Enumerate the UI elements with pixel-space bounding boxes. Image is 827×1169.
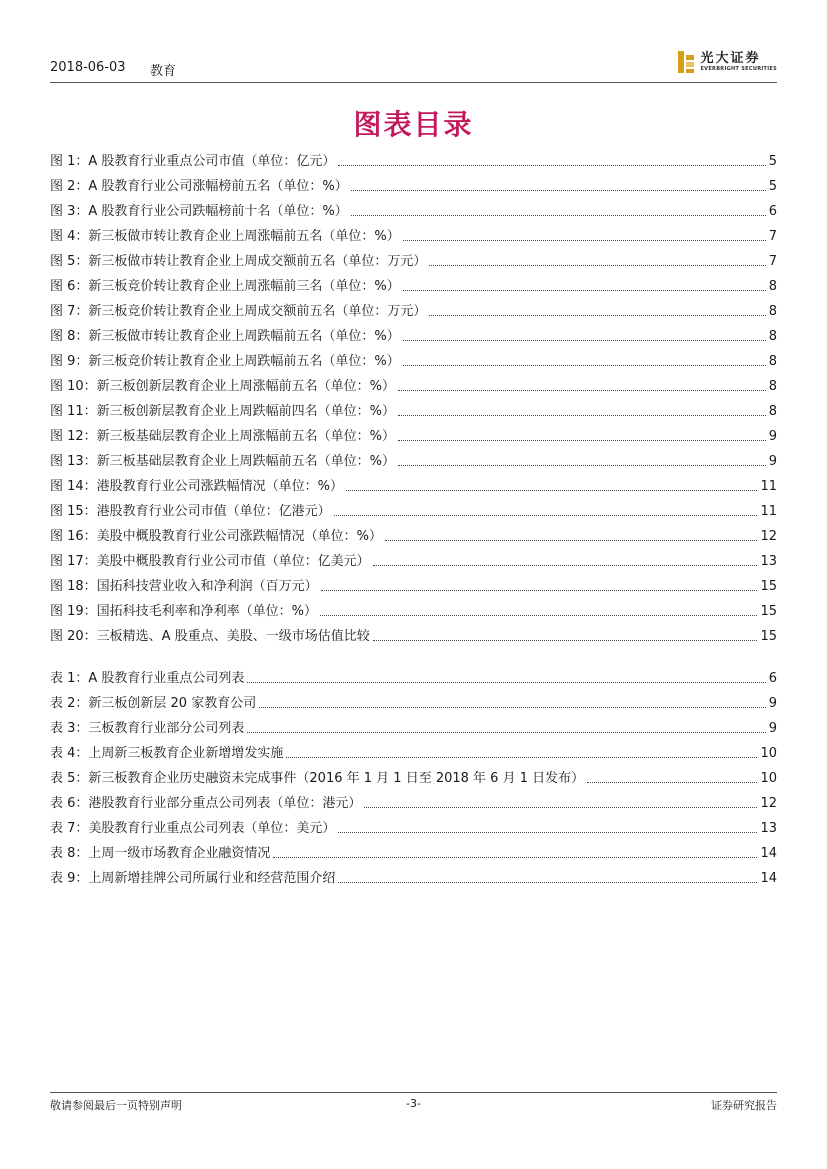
toc-figure-entry-label: 图 14：港股教育行业公司涨跌幅情况（单位：%） xyxy=(50,479,344,494)
toc-figure-entry-label: 图 5：新三板做市转让教育企业上周成交额前五名（单位：万元） xyxy=(50,254,427,269)
dot-leader xyxy=(398,390,766,391)
toc-table-entry[interactable] xyxy=(50,738,777,763)
toc-figure-entry-label: 图 3：A 股教育行业公司跌幅榜前十名（单位：%） xyxy=(50,204,348,219)
toc-table-entry-page-number: 10 xyxy=(760,771,777,786)
toc-table-entry-page-number: 9 xyxy=(768,696,777,711)
toc-figure-entry[interactable] xyxy=(50,321,777,346)
footer-report-type: 证券研究报告 xyxy=(711,1099,777,1112)
dot-leader xyxy=(403,340,766,341)
toc-figure-entry-label: 图 7：新三板竞价转让教育企业上周成交额前五名（单位：万元） xyxy=(50,304,427,319)
toc-figure-entry-page-number: 7 xyxy=(768,229,777,244)
toc-table-entry[interactable] xyxy=(50,713,777,738)
footer-page-number: -3- xyxy=(406,1097,421,1110)
dot-leader xyxy=(429,265,765,266)
toc-table-entry-label: 表 4：上周新三板教育企业新增增发实施 xyxy=(50,746,284,761)
dot-leader xyxy=(429,315,765,316)
toc-figure-entry-page-number: 8 xyxy=(768,279,777,294)
toc-figure-entry-label: 图 12：新三板基础层教育企业上周涨幅前五名（单位：%） xyxy=(50,429,396,444)
tables-toc xyxy=(50,663,777,888)
toc-figure-entry-page-number: 7 xyxy=(768,254,777,269)
toc-table-entry[interactable] xyxy=(50,863,777,888)
dot-leader xyxy=(403,240,766,241)
page-header xyxy=(50,50,777,82)
toc-figure-entry-page-number: 12 xyxy=(760,529,777,544)
toc-figure-entry-label: 图 15：港股教育行业公司市值（单位：亿港元） xyxy=(50,504,331,519)
toc-figure-entry[interactable] xyxy=(50,221,777,246)
toc-figure-entry-label: 图 18：国拓科技营业收入和净利润（百万元） xyxy=(50,579,318,594)
company-logo xyxy=(677,50,777,74)
dot-leader xyxy=(398,415,766,416)
dot-leader xyxy=(403,365,766,366)
toc-figure-entry[interactable] xyxy=(50,346,777,371)
toc-figure-entry-label: 图 1：A 股教育行业重点公司市值（单位：亿元） xyxy=(50,154,336,169)
dot-leader xyxy=(346,490,757,491)
toc-figure-entry[interactable] xyxy=(50,546,777,571)
toc-table-entry-page-number: 14 xyxy=(760,846,777,861)
toc-table-entry-label: 表 8：上周一级市场教育企业融资情况 xyxy=(50,846,271,861)
toc-figure-entry-page-number: 15 xyxy=(760,604,777,619)
toc-table-entry[interactable] xyxy=(50,813,777,838)
footer-disclaimer: 敬请参阅最后一页特别声明 xyxy=(50,1099,182,1112)
dot-leader xyxy=(587,782,757,783)
dot-leader xyxy=(321,590,758,591)
toc-table-entry-label: 表 5：新三板教育企业历史融资未完成事件（2016 年 1 月 1 日至 2018 年 6 月 1 日发布） xyxy=(50,771,585,786)
toc-figure-entry-label: 图 6：新三板竞价转让教育企业上周涨幅前三名（单位：%） xyxy=(50,279,400,294)
dot-leader xyxy=(338,832,757,833)
toc-figure-entry[interactable] xyxy=(50,621,777,646)
dot-leader xyxy=(351,215,766,216)
toc-figure-entry-label: 图 2：A 股教育行业公司涨幅榜前五名（单位：%） xyxy=(50,179,348,194)
dot-leader xyxy=(338,882,757,883)
toc-table-entry-page-number: 14 xyxy=(760,871,777,886)
toc-figure-entry-page-number: 5 xyxy=(768,179,777,194)
toc-figure-entry[interactable] xyxy=(50,471,777,496)
toc-table-entry-label: 表 9：上周新增挂牌公司所属行业和经营范围介绍 xyxy=(50,871,336,886)
toc-figure-entry[interactable] xyxy=(50,396,777,421)
report-date: 2018-06-03 xyxy=(50,60,126,75)
toc-figure-entry-label: 图 11：新三板创新层教育企业上周跌幅前四名（单位：%） xyxy=(50,404,396,419)
toc-figure-entry[interactable] xyxy=(50,571,777,596)
dot-leader xyxy=(334,515,758,516)
toc-figure-entry-page-number: 8 xyxy=(768,404,777,419)
toc-figure-entry[interactable] xyxy=(50,596,777,621)
toc-figure-entry-page-number: 8 xyxy=(768,329,777,344)
toc-figure-entry-label: 图 19：国拓科技毛利率和净利率（单位：%） xyxy=(50,604,318,619)
footer-divider xyxy=(50,1092,777,1093)
toc-figure-entry[interactable] xyxy=(50,271,777,296)
toc-table-entry-label: 表 7：美股教育行业重点公司列表（单位：美元） xyxy=(50,821,336,836)
toc-table-entry[interactable] xyxy=(50,788,777,813)
toc-figure-entry-page-number: 13 xyxy=(760,554,777,569)
dot-leader xyxy=(286,757,757,758)
toc-table-entry-page-number: 13 xyxy=(760,821,777,836)
toc-table-entry[interactable] xyxy=(50,688,777,713)
toc-figure-entry[interactable] xyxy=(50,521,777,546)
toc-figure-entry[interactable] xyxy=(50,196,777,221)
dot-leader xyxy=(373,640,758,641)
toc-figure-entry[interactable] xyxy=(50,446,777,471)
figures-toc xyxy=(50,146,777,646)
dot-leader xyxy=(320,615,757,616)
toc-figure-entry[interactable] xyxy=(50,171,777,196)
dot-leader xyxy=(364,807,757,808)
toc-figure-entry[interactable] xyxy=(50,371,777,396)
toc-figure-entry-page-number: 8 xyxy=(768,354,777,369)
toc-figure-entry[interactable] xyxy=(50,421,777,446)
report-sector: 教育 xyxy=(150,64,177,79)
toc-table-entry-page-number: 12 xyxy=(760,796,777,811)
toc-figure-entry-label: 图 10：新三板创新层教育企业上周涨幅前五名（单位：%） xyxy=(50,379,396,394)
toc-table-entry[interactable] xyxy=(50,663,777,688)
toc-figure-entry[interactable] xyxy=(50,246,777,271)
dot-leader xyxy=(247,682,765,683)
dot-leader xyxy=(273,857,757,858)
dot-leader xyxy=(385,540,757,541)
dot-leader xyxy=(398,440,766,441)
toc-figure-entry[interactable] xyxy=(50,296,777,321)
page-footer xyxy=(50,1097,777,1113)
toc-table-entry-label: 表 6：港股教育行业部分重点公司列表（单位：港元） xyxy=(50,796,362,811)
toc-figure-entry-page-number: 8 xyxy=(768,304,777,319)
toc-figure-entry-label: 图 4：新三板做市转让教育企业上周涨幅前五名（单位：%） xyxy=(50,229,400,244)
toc-figure-entry-label: 图 9：新三板竞价转让教育企业上周跌幅前五名（单位：%） xyxy=(50,354,400,369)
dot-leader xyxy=(247,732,765,733)
toc-table-entry-page-number: 10 xyxy=(760,746,777,761)
toc-figure-entry-page-number: 5 xyxy=(768,154,777,169)
toc-table-entry[interactable] xyxy=(50,838,777,863)
toc-table-entry[interactable] xyxy=(50,763,777,788)
toc-figure-entry-page-number: 11 xyxy=(760,504,777,519)
toc-table-entry-label: 表 2：新三板创新层 20 家教育公司 xyxy=(50,696,257,711)
dot-leader xyxy=(338,165,765,166)
toc-figure-entry-label: 图 20：三板精选、A 股重点、美股、一级市场估值比较 xyxy=(50,629,370,644)
toc-figure-entry[interactable] xyxy=(50,146,777,171)
toc-table-entry-page-number: 6 xyxy=(768,671,777,686)
toc-figure-entry-page-number: 15 xyxy=(760,629,777,644)
dot-leader xyxy=(403,290,766,291)
dot-leader xyxy=(351,190,766,191)
toc-figure-entry[interactable] xyxy=(50,496,777,521)
toc-table-entry-page-number: 9 xyxy=(768,721,777,736)
dot-leader xyxy=(259,707,766,708)
toc-figure-entry-page-number: 9 xyxy=(768,454,777,469)
toc-figure-entry-page-number: 8 xyxy=(768,379,777,394)
toc-figure-entry-label: 图 17：美股中概股教育行业公司市值（单位：亿美元） xyxy=(50,554,370,569)
toc-figure-entry-label: 图 8：新三板做市转让教育企业上周跌幅前五名（单位：%） xyxy=(50,329,400,344)
toc-table-entry-label: 表 1：A 股教育行业重点公司列表 xyxy=(50,671,245,686)
toc-figure-entry-label: 图 13：新三板基础层教育企业上周跌幅前五名（单位：%） xyxy=(50,454,396,469)
logo-chinese-name: 光大证券 xyxy=(700,51,761,66)
everbright-logo-mark-icon xyxy=(677,50,695,74)
dot-leader xyxy=(398,465,766,466)
header-divider xyxy=(50,82,777,83)
toc-table-entry-label: 表 3：三板教育行业部分公司列表 xyxy=(50,721,245,736)
dot-leader xyxy=(373,565,758,566)
page-title: 图表目录 xyxy=(353,108,474,141)
logo-english-name: EVERBRIGHT SECURITIES xyxy=(700,66,777,72)
toc-figure-entry-page-number: 11 xyxy=(760,479,777,494)
toc-figure-entry-page-number: 9 xyxy=(768,429,777,444)
toc-figure-entry-page-number: 6 xyxy=(768,204,777,219)
toc-figure-entry-label: 图 16：美股中概股教育行业公司涨跌幅情况（单位：%） xyxy=(50,529,383,544)
toc-figure-entry-page-number: 15 xyxy=(760,579,777,594)
